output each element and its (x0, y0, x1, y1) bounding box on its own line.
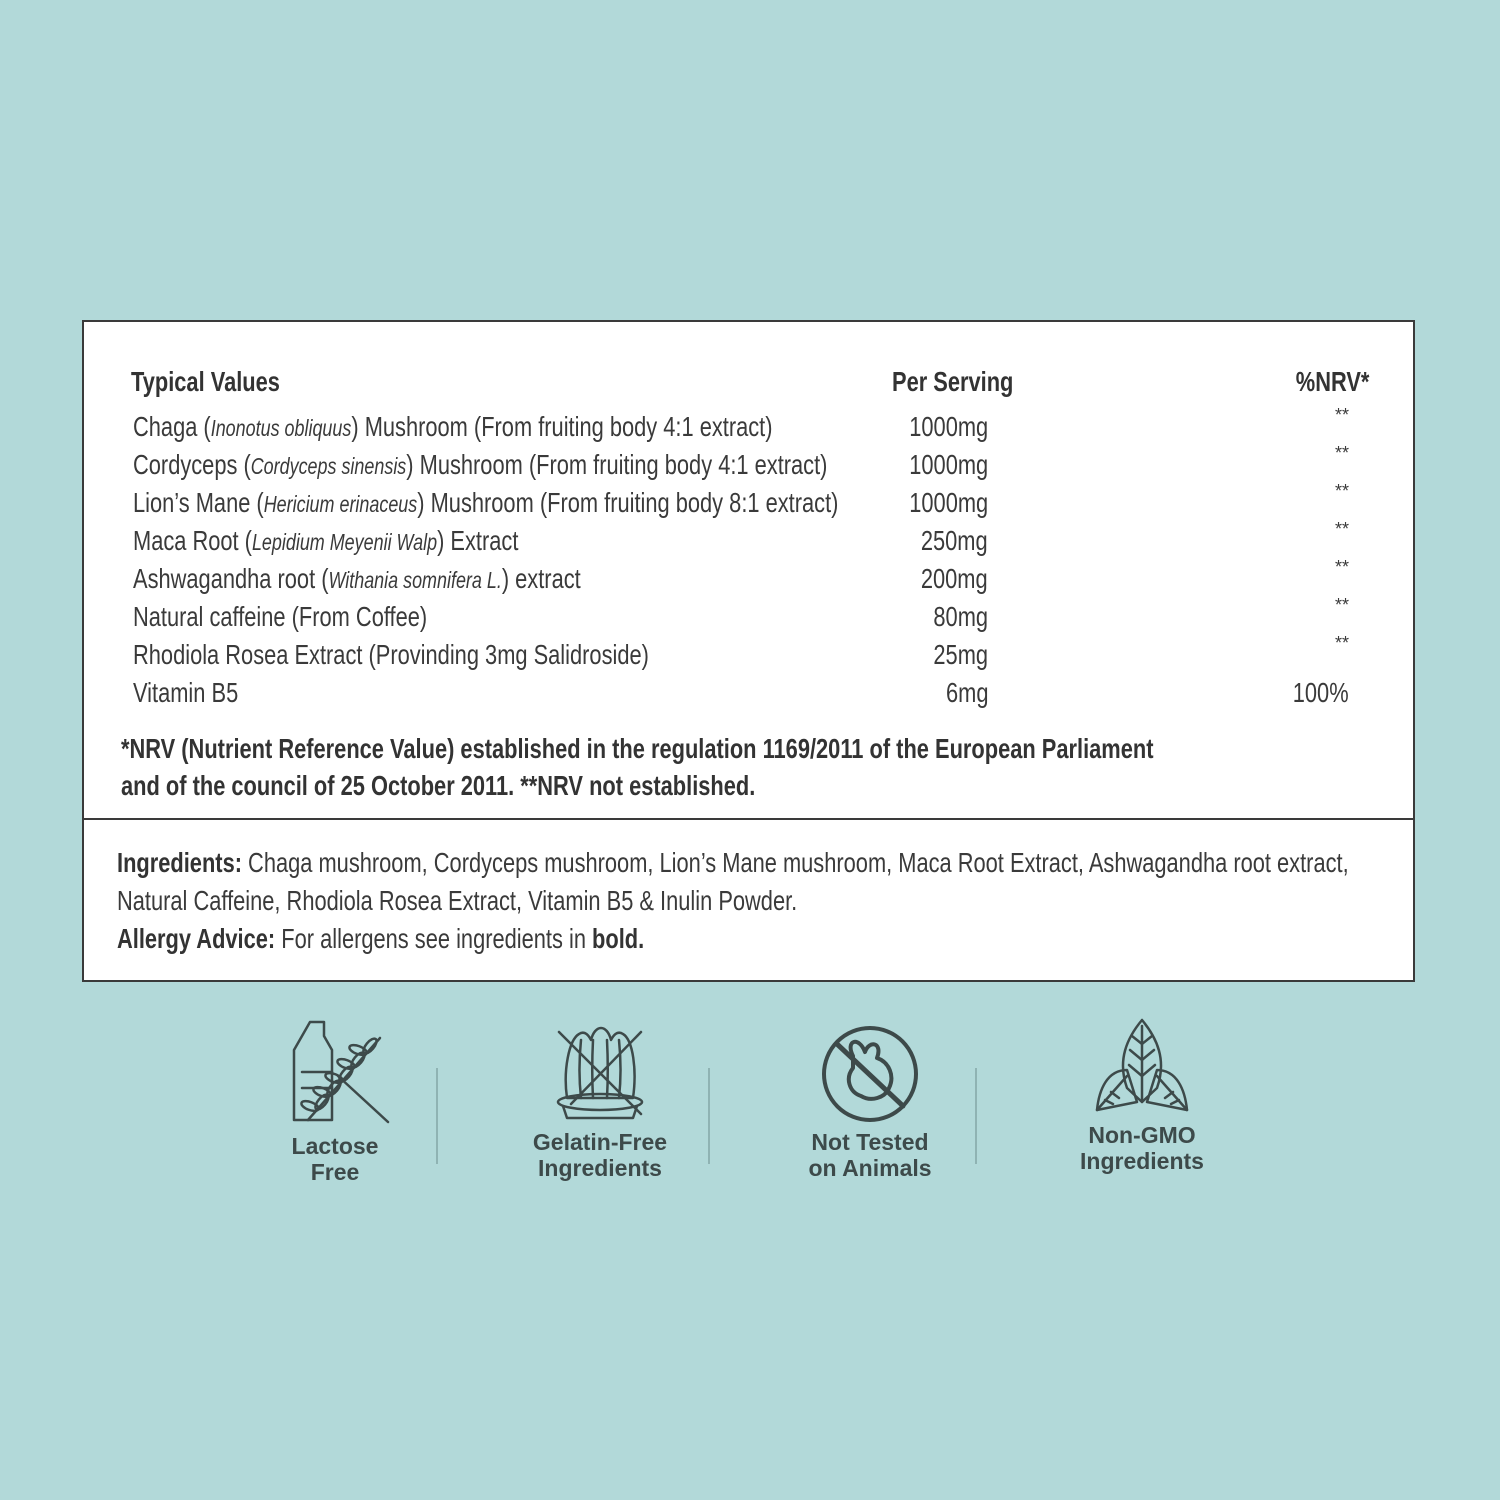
allergy-label: Allergy Advice: (117, 923, 276, 954)
nrv-footnote: *NRV (Nutrient Reference Value) established in the regulation 1169/2011 of the European Parliament and of the council of 25 October 2011. **NRV not established. (121, 733, 1154, 801)
badge-non-gmo (1032, 1010, 1252, 1174)
ingredients-label: Ingredients: (117, 847, 242, 878)
nutrition-panel (82, 320, 1415, 982)
badge-label: Not Tested on Animals (808, 1129, 932, 1181)
ingredients-block (117, 844, 1349, 958)
ingredients-text: Ingredients: Chaga mushroom, Cordyceps mushroom, Lion’s Mane mushroom, Maca Root Extract, Ashwagandha root extract, Natural Caffeine, Rhodiola Rosea Extract, Vitamin B5 & Inulin Powder. (117, 847, 1349, 916)
table-row: Vitamin B5 6mg 100% (133, 677, 1349, 708)
badge-not-tested-on-animals (760, 1010, 980, 1181)
badge-separator (708, 1068, 710, 1164)
badge-separator (436, 1068, 438, 1164)
gelatin-free-icon (545, 1010, 655, 1125)
badge-separator (975, 1068, 977, 1164)
header-typical-values: Typical Values (131, 366, 280, 397)
non-gmo-icon (1087, 1010, 1197, 1120)
header-nrv: %NRV* (1295, 366, 1369, 397)
table-row: Ashwagandha root (Withania somnifera L.) extract 200mg ** (133, 557, 1349, 594)
allergy-advice: Allergy Advice: For allergens see ingredients in bold. (117, 923, 645, 954)
badge-label: Gelatin-Free Ingredients (532, 1129, 668, 1181)
badge-lactose-free (225, 1010, 445, 1185)
header-per-serving: Per Serving (892, 366, 1014, 397)
badge-label: Non-GMO Ingredients (1080, 1122, 1204, 1174)
table-row: Chaga (Inonotus obliquus) Mushroom (From fruiting body 4:1 extract) 1000mg ** (133, 405, 1349, 442)
badge-label: Lactose Free (291, 1133, 379, 1185)
badge-gelatin-free (490, 1010, 710, 1181)
lactose-free-icon (280, 1010, 390, 1125)
table-row: Lion’s Mane (Hericium erinaceus) Mushroom (From fruiting body 8:1 extract) 1000mg ** (133, 481, 1349, 518)
table-row: Natural caffeine (From Coffee) 80mg ** (133, 595, 1349, 632)
badge-row (0, 1010, 1500, 1210)
not-tested-on-animals-icon (815, 1010, 925, 1125)
table-row: Rhodiola Rosea Extract (Provinding 3mg Salidroside) 25mg ** (133, 633, 1349, 670)
section-divider (84, 818, 1413, 820)
table-row: Maca Root (Lepidium Meyenii Walp) Extract 250mg ** (133, 519, 1349, 556)
table-row: Cordyceps (Cordyceps sinensis) Mushroom (From fruiting body 4:1 extract) 1000mg ** (133, 443, 1349, 480)
